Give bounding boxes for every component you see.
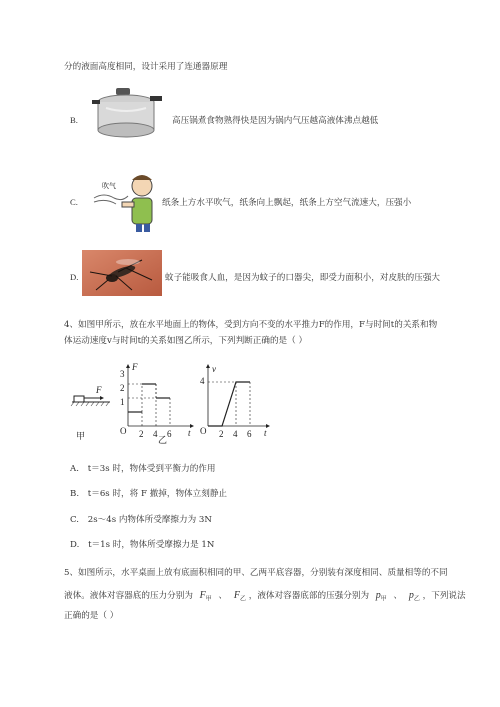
q5-p-yi: p: [408, 590, 414, 601]
q5-f-yi-sub: 乙: [239, 595, 246, 603]
q5-stem-line2-b: ，液体对容器底部的压强分别为: [248, 591, 370, 601]
q5-p-jia-sub: 甲: [380, 595, 387, 603]
q4-stem-line2: 体运动速度v与时间t的关系如图乙所示，下列判断正确的是（ ）: [64, 336, 308, 346]
option-c-label: C.: [70, 197, 78, 207]
q4-option-c: [70, 514, 212, 526]
ft-y-tick-2: 2: [120, 383, 125, 393]
q5-f-jia-sub: 甲: [205, 595, 212, 603]
vt-x-tick-6: 6: [247, 429, 252, 439]
vt-y-axis-label: v: [212, 364, 216, 374]
jia-label: 甲: [76, 432, 86, 442]
q5-f-jia: F: [199, 590, 206, 601]
ft-graph: [120, 362, 194, 444]
option-d-text: 蚊子能吸食人血，是因为蚊子的口器尖，即受力面积小，对皮肤的压强大: [165, 273, 441, 283]
q5-p-jia: p: [375, 590, 381, 601]
yi-label: 乙: [158, 436, 168, 444]
q4-option-d-label: D.: [70, 540, 80, 550]
option-d-label: D.: [70, 272, 79, 282]
mosquito-photo: [82, 250, 162, 296]
q4-option-d-text: t＝1s 时，物体所受摩擦力是 1N: [88, 540, 215, 550]
q4-option-b-label: B.: [70, 489, 80, 499]
pressure-cooker-illustration: [92, 86, 162, 144]
ft-y-axis-label: F: [132, 362, 138, 372]
vt-line: [208, 382, 250, 426]
jia-diagram: [71, 385, 110, 442]
q4-option-a-label: A.: [70, 464, 79, 474]
q4-option-a: [70, 463, 215, 475]
q4-option-a-text: t＝3s 时，物体受到平衡力的作用: [87, 464, 216, 474]
ft-origin: O: [120, 426, 127, 436]
q5-stem-line3: 正确的是（ ）: [64, 611, 119, 621]
blow-caption: 吹气: [102, 182, 116, 190]
q5-stem-line2-a: 液体。液体对容器底的压力分别为: [64, 591, 193, 601]
boy-blowing-paper-illustration: [92, 168, 160, 232]
ft-x-tick-4: 4: [153, 429, 158, 439]
vt-y-tick-4: 4: [200, 376, 205, 386]
force-label: F: [96, 385, 102, 395]
q4-stem-line1: 4、如图甲所示，放在水平地面上的物体，受到方向不变的水平推力F的作用，F与时间t的关系和物: [64, 320, 438, 330]
q5-stem-line2-c: ，下列说法: [422, 591, 466, 601]
option-b-label: B.: [70, 115, 78, 125]
option-b-text: 高压锅煮食物熟得快是因为锅内气压越高液体沸点越低: [172, 116, 379, 126]
q4-option-c-label: C.: [70, 515, 80, 525]
intro-line: 分的液面高度相同，设计采用了连通器原理: [64, 62, 228, 72]
vt-origin: O: [200, 426, 207, 436]
q4-option-d: [70, 539, 214, 551]
ft-x-axis-label: t: [188, 428, 191, 438]
q5-sep2: 、: [393, 591, 403, 601]
ft-y-tick-3: 3: [120, 369, 125, 379]
vt-x-tick-4: 4: [233, 429, 238, 439]
q4-option-c-text: 2s～4s 内物体所受摩擦力为 3N: [87, 515, 212, 525]
q4-figure: [66, 362, 276, 444]
q4-option-b: [70, 488, 227, 500]
q5-sep1: 、: [218, 591, 228, 601]
vt-x-tick-2: 2: [219, 429, 224, 439]
vt-x-axis-label: t: [264, 428, 267, 438]
ft-x-tick-2: 2: [139, 429, 144, 439]
option-c-text: 纸条上方水平吹气，纸条向上飘起，纸条上方空气流速大，压强小: [162, 198, 412, 208]
q5-f-yi: F: [233, 590, 240, 601]
q5-stem-line1: 5、如图所示，水平桌面上放有底面积相同的甲、乙两平底容器，分别装有深度相同、质量相等的不同: [64, 568, 448, 578]
q4-option-b-text: t＝6s 时，将 F 撤掉，物体立刻静止: [87, 489, 228, 499]
vt-graph: [200, 364, 270, 439]
q5-p-yi-sub: 乙: [413, 595, 420, 603]
ft-x-tick-6: 6: [167, 429, 172, 439]
ft-y-tick-1: 1: [120, 397, 125, 407]
q5-stem-line2: [64, 590, 466, 606]
